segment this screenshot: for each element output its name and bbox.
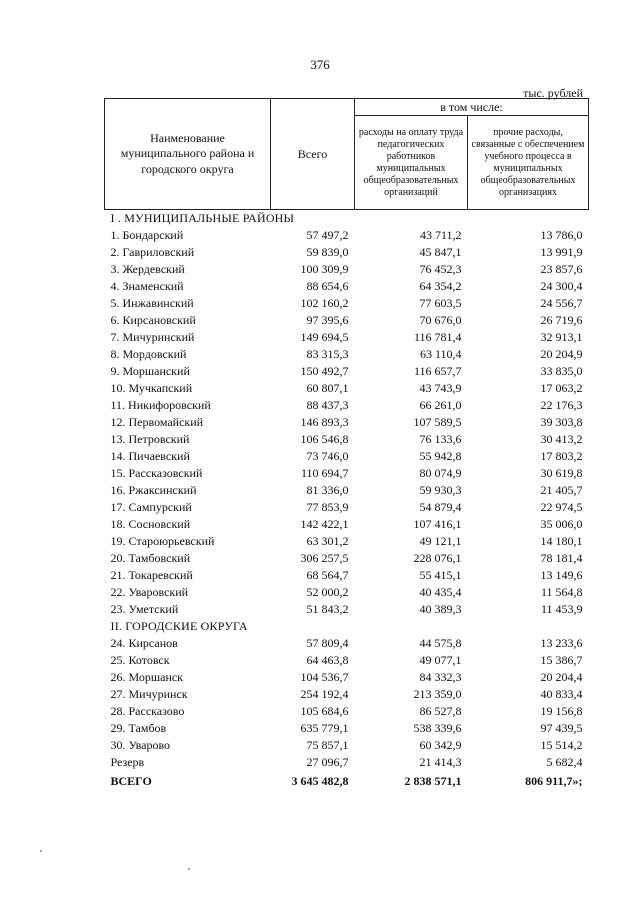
table-row (105, 771, 589, 791)
row-name: 3. Жердевский (110, 262, 185, 276)
row-total: 102 160,2 (300, 296, 349, 310)
table-row (105, 652, 589, 669)
row-total: 27 096,7 (306, 755, 349, 769)
row-teachers: 76 452,3 (419, 262, 462, 276)
row-total: 83 315,3 (306, 347, 349, 361)
row-name: 16. Ржаксинский (110, 483, 197, 497)
row-teachers: 70 676,0 (419, 313, 462, 327)
row-name: 10. Мучкапский (110, 381, 193, 395)
row-name: 23. Уметский (110, 602, 179, 616)
row-total: 635 779,1 (300, 721, 349, 735)
row-other: 24 556,7 (540, 296, 583, 310)
row-teachers: 213 359,0 (413, 687, 462, 701)
row-total: 60 807,1 (306, 381, 349, 395)
row-name: 28. Рассказово (110, 704, 185, 718)
row-teachers: 40 435,4 (419, 585, 462, 599)
row-other: 22 974,5 (540, 500, 583, 514)
row-teachers: 43 711,2 (419, 228, 462, 242)
table-row (105, 380, 589, 397)
row-other: 24 300,4 (540, 279, 583, 293)
row-teachers: 116 657,7 (413, 364, 462, 378)
row-other: 39 303,8 (540, 415, 583, 429)
row-other: 23 857,6 (540, 262, 583, 276)
row-total: 3 645 482,8 (291, 773, 349, 788)
row-other: 97 439,5 (540, 721, 583, 735)
table-row (105, 312, 589, 329)
row-name: 27. Мичуринск (110, 687, 188, 701)
table-row (105, 516, 589, 533)
row-other: 11 564,8 (540, 585, 583, 599)
scan-speck (188, 868, 190, 870)
row-name: 2. Гавриловский (110, 245, 195, 259)
table-row (105, 448, 589, 465)
row-total: 97 395,6 (306, 313, 349, 327)
row-total: 64 463,8 (306, 653, 349, 667)
table-row (105, 278, 589, 295)
row-teachers: 64 354,2 (419, 279, 462, 293)
section-title: I . МУНИЦИПАЛЬНЫЕ РАЙОНЫ (110, 211, 295, 225)
row-other: 14 180,1 (540, 534, 583, 548)
row-name: 30. Уварово (110, 738, 171, 752)
row-name: 12. Первомайский (110, 415, 204, 429)
row-other: 15 514,2 (540, 738, 583, 752)
header-including: в том числе: (355, 99, 589, 116)
table-row (105, 397, 589, 414)
row-total: 106 546,8 (300, 432, 349, 446)
row-other: 21 405,7 (540, 483, 583, 497)
row-name: Резерв (110, 755, 145, 769)
row-total: 75 857,1 (306, 738, 349, 752)
row-total: 110 694,7 (300, 466, 349, 480)
table-row (105, 550, 589, 567)
row-other: 13 233,6 (540, 636, 583, 650)
header-name: Наименование муниципального района и городского округа (105, 99, 271, 210)
row-name: 11. Никифоровский (110, 398, 211, 412)
row-total: 81 336,0 (306, 483, 349, 497)
row-other: 17 063,2 (540, 381, 583, 395)
table-row (105, 720, 589, 737)
row-name: 24. Кирсанов (110, 636, 178, 650)
scan-speck (40, 850, 42, 852)
table-row (105, 482, 589, 499)
row-name: 6. Кирсановский (110, 313, 196, 327)
table-row (105, 669, 589, 686)
row-name: 21. Токаревский (110, 568, 193, 582)
row-total: 88 437,3 (306, 398, 349, 412)
row-teachers: 80 074,9 (419, 466, 462, 480)
row-total: 59 839,0 (306, 245, 349, 259)
row-name: 18. Сосновский (110, 517, 191, 531)
section-title: II. ГОРОДСКИЕ ОКРУГА (110, 619, 248, 633)
row-name: 5. Инжавинский (110, 296, 194, 310)
row-total: 104 536,7 (300, 670, 349, 684)
row-teachers: 55 942,8 (419, 449, 462, 463)
row-name: 26. Моршанск (110, 670, 184, 684)
row-total: 149 694,5 (300, 330, 349, 344)
table-row (105, 754, 589, 771)
row-other: 13 149,6 (540, 568, 583, 582)
row-teachers: 228 076,1 (413, 551, 462, 565)
row-teachers: 55 415,1 (419, 568, 462, 582)
table-row (105, 329, 589, 346)
row-total: 68 564,7 (306, 568, 349, 582)
row-total: 52 000,2 (306, 585, 349, 599)
row-total: 306 257,5 (300, 551, 349, 565)
row-name: 15. Рассказовский (110, 466, 203, 480)
row-name: 1. Бондарский (110, 228, 184, 242)
row-other: 78 181,4 (540, 551, 583, 565)
row-name: 8. Мордовский (110, 347, 187, 361)
row-other: 20 204,9 (540, 347, 583, 361)
row-name: ВСЕГО (110, 773, 152, 788)
row-teachers: 116 781,4 (413, 330, 462, 344)
row-name: 25. Котовск (110, 653, 170, 667)
header-total: Всего (271, 99, 355, 210)
table-row (105, 295, 589, 312)
row-total: 57 809,4 (306, 636, 349, 650)
table-row (105, 227, 589, 244)
row-name: 29. Тамбов (110, 721, 167, 735)
row-other: 15 386,7 (540, 653, 583, 667)
row-teachers: 49 077,1 (419, 653, 462, 667)
units-label: тыс. рублей (523, 86, 583, 100)
table-row (105, 499, 589, 516)
row-teachers: 84 332,3 (419, 670, 462, 684)
table-row (105, 244, 589, 261)
row-teachers: 54 879,4 (419, 500, 462, 514)
row-total: 100 309,9 (300, 262, 349, 276)
table-row (105, 533, 589, 550)
row-teachers: 59 930,3 (419, 483, 462, 497)
row-total: 105 684,6 (300, 704, 349, 718)
row-other: 32 913,1 (540, 330, 583, 344)
row-teachers: 45 847,1 (419, 245, 462, 259)
row-total: 146 893,3 (300, 415, 349, 429)
row-name: 20. Тамбовский (110, 551, 191, 565)
row-teachers: 66 261,0 (419, 398, 462, 412)
table-row (105, 584, 589, 601)
table-row (105, 601, 589, 618)
row-name: 9. Моршанский (110, 364, 190, 378)
row-other: 5 682,4 (546, 755, 583, 769)
row-other: 806 911,7»; (525, 773, 583, 788)
row-name: 19. Староюрьевский (110, 534, 215, 548)
table-row (105, 737, 589, 754)
row-total: 73 746,0 (306, 449, 349, 463)
row-teachers: 76 133,6 (419, 432, 462, 446)
page-number: 376 (310, 57, 330, 72)
row-teachers: 40 389,3 (419, 602, 462, 616)
table-row (105, 703, 589, 720)
header-teachers: расходы на оплату труда педагогических работников муниципальных общеобразовательных организаций (355, 116, 468, 210)
row-teachers: 63 110,4 (419, 347, 462, 361)
table-row (105, 431, 589, 448)
row-teachers: 2 838 571,1 (404, 773, 462, 788)
row-name: 22. Уваровский (110, 585, 189, 599)
row-other: 20 204,4 (540, 670, 583, 684)
row-total: 142 422,1 (300, 517, 349, 531)
row-other: 30 619,8 (540, 466, 583, 480)
row-teachers: 43 743,9 (419, 381, 462, 395)
row-total: 63 301,2 (306, 534, 349, 548)
row-other: 17 803,2 (540, 449, 583, 463)
row-teachers: 107 589,5 (413, 415, 462, 429)
table-row (105, 686, 589, 703)
row-other: 13 991,9 (540, 245, 583, 259)
row-teachers: 107 416,1 (413, 517, 462, 531)
table-body (105, 210, 589, 792)
table-row (105, 261, 589, 278)
table-row (105, 363, 589, 380)
row-name: 17. Сампурский (110, 500, 192, 514)
row-name: 13. Петровский (110, 432, 190, 446)
row-teachers: 44 575,8 (419, 636, 462, 650)
row-total: 51 843,2 (306, 602, 349, 616)
row-other: 33 835,0 (540, 364, 583, 378)
row-teachers: 21 414,3 (419, 755, 462, 769)
row-other: 11 453,9 (540, 602, 583, 616)
row-teachers: 538 339,6 (413, 721, 462, 735)
row-name: 4. Знаменский (110, 279, 184, 293)
row-total: 57 497,2 (306, 228, 349, 242)
table-row (105, 567, 589, 584)
row-total: 77 853,9 (306, 500, 349, 514)
row-other: 30 413,2 (540, 432, 583, 446)
row-other: 26 719,6 (540, 313, 583, 327)
row-teachers: 49 121,1 (419, 534, 462, 548)
table-row (105, 414, 589, 431)
row-name: 14. Пичаевский (110, 449, 190, 463)
row-other: 40 833,4 (540, 687, 583, 701)
row-total: 254 192,4 (300, 687, 349, 701)
row-teachers: 86 527,8 (419, 704, 462, 718)
row-total: 88 654,6 (306, 279, 349, 293)
budget-table (104, 98, 589, 791)
table-row (105, 635, 589, 652)
table-row (105, 465, 589, 482)
row-other: 19 156,8 (540, 704, 583, 718)
row-total: 150 492,7 (300, 364, 349, 378)
row-teachers: 77 603,5 (419, 296, 462, 310)
row-other: 35 006,0 (540, 517, 583, 531)
row-name: 7. Мичуринский (110, 330, 195, 344)
row-other: 13 786,0 (540, 228, 583, 242)
row-other: 22 176,3 (540, 398, 583, 412)
header-other: прочие расходы, связанные с обеспечением учебного процесса в муниципальных общеобразовательных организациях (468, 116, 589, 210)
row-teachers: 60 342,9 (419, 738, 462, 752)
table-row (105, 346, 589, 363)
